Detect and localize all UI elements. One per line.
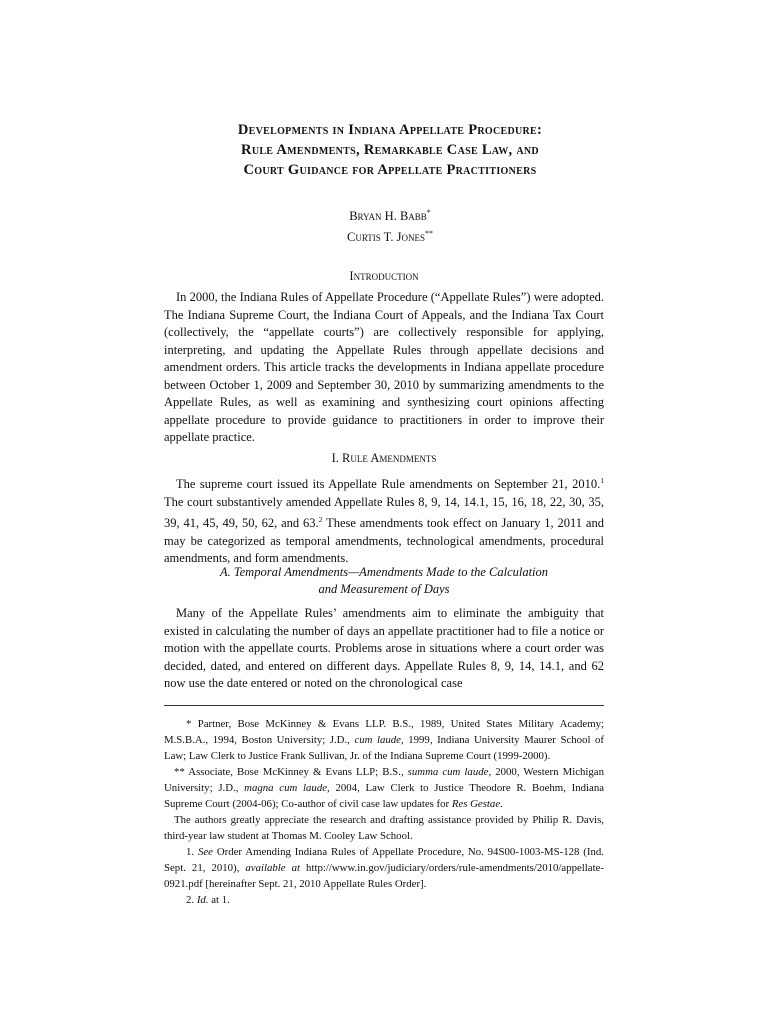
footnote-separator: [164, 705, 604, 706]
title-line-1: Developments in Indiana Appellate Procedure:: [237, 122, 543, 138]
subsection-a-body: [164, 605, 604, 693]
footnote-1-url[interactable]: http://www.in.gov/judiciary/orders/rule-amendments/2010/appellate-0921.pdf [hereinafter Sept. 21, 2010 Appellate Rules Order].: [164, 862, 604, 890]
introduction-heading: Introduction: [349, 269, 419, 283]
section-1-paragraph: The supreme court issued its Appellate Rule amendments on September 21, 2010.$^1$ The court substantively amended Appellate Rules 8, 9, 14, 14.1, 15, 16, 18, 22, 30, 35, 39, 41, 45, 49, 50, 62, and 63.$^2$ These amendments took effect on January 1, 2011 and may be categorized as temporal amendments, technological amendments, procedural amendments, and form amendments.: [164, 476, 604, 566]
author-1-footnote-mark: *: [426, 208, 431, 217]
footnote-ref-1[interactable]: 1: [600, 476, 604, 485]
footnote-1: 1. See Order Amending Indiana Rules of Appellate Procedure, No. 94S00-1003-MS-128 (Ind. Sept. 21, 2010), available at http://www.in.gov/judiciary/orders/rule-amendments/2010/appellate-0921.pdf [hereinafter Sept. 21, 2010 Appellate Rules Order].: [164, 846, 604, 890]
title-line-3: Court Guidance for Appellate Practitioners: [243, 162, 537, 178]
section-1-body: [164, 472, 604, 568]
footnotes: [164, 716, 604, 908]
author-list: [160, 204, 620, 246]
footnote-ref-2[interactable]: 2: [318, 515, 323, 525]
introduction-section: [164, 289, 604, 447]
footnote-acknowledgment: The authors greatly appreciate the research and drafting assistance provided by Philip R. Davis, third-year law student at Thomas M. Cooley Law School.: [164, 814, 604, 842]
author-1: Bryan H. Babb*: [349, 208, 431, 224]
author-2-footnote-mark: **: [425, 229, 434, 239]
footnote-star: * Partner, Bose McKinney & Evans LLP. B.S., 1989, United States Military Academy; M.S.B.A., 1994, Boston University; J.D., cum laude, 1999, Indiana University Maurer School of Law; Law Clerk to Justice Frank Sullivan, Jr. of the Indiana Supreme Court (1999-2000).: [164, 718, 604, 762]
footnote-double-star: ** Associate, Bose McKinney & Evans LLP; B.S., summa cum laude, 2000, Western Michigan University; J.D., magna cum laude, 2004, Law Clerk to Justice Theodore R. Boehm, Indiana Supreme Court (2004-06); Co-author of civil case law updates for Res Gestae.: [164, 766, 605, 810]
title-line-2: Rule Amendments, Remarkable Case Law, and: [241, 142, 539, 158]
section-1-heading: I. Rule Amendments: [331, 451, 437, 465]
author-2: Curtis T. Jones**: [346, 229, 434, 245]
introduction-paragraph: In 2000, the Indiana Rules of Appellate Procedure (“Appellate Rules”) were adopted. The Indiana Supreme Court, the Indiana Court of Appeals, and the Indiana Tax Court (collectively, the “appellate courts”) are collectively responsible for applying, interpreting, and updating the Appellate Rules through appellate decisions and amendment orders. This article tracks the developments in Indiana appellate procedure between October 1, 2009 and September 30, 2010 by summarizing amendments to the Appellate Rules, as well as examining and synthesizing court opinions affecting appellate procedure to provide guidance to practitioners in order to improve their appellate practice.: [164, 290, 604, 444]
subsection-a-heading: A. Temporal Amendments—Amendments Made to the Calculation and Measurement of Days: [219, 565, 549, 596]
footnote-2: 2. Id. at 1.: [186, 894, 230, 906]
article-title: [160, 120, 620, 180]
subsection-a-paragraph: Many of the Appellate Rules’ amendments aim to eliminate the ambiguity that existed in calculating the number of days an appellate practitioner had to file a notice or motion with the appellate courts. Problems arose in situations where a court order was decided, dated, and entered on different days. Appellate Rules 8, 9, 14, 14.1, and 62 now use the date entered or noted on the chronological case: [164, 606, 604, 690]
